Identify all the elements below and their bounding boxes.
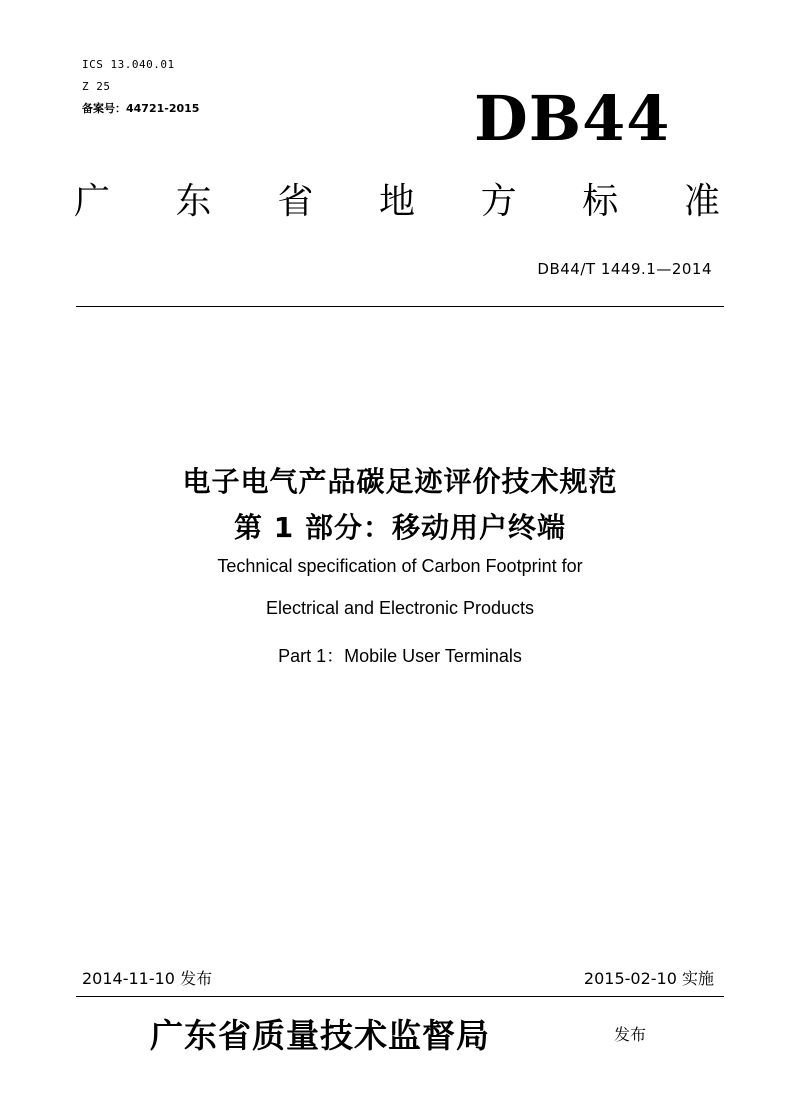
title-zh-line2: 第 1 部分：移动用户终端 [234, 511, 566, 544]
standard-type-char: 地 [378, 181, 415, 222]
issue-date: 2014-11-10 发布 [82, 969, 213, 988]
standard-type [74, 181, 720, 222]
standard-type-char: 方 [480, 181, 517, 222]
title-zh-line1: 电子电气产品碳足迹评价技术规范 [182, 465, 618, 498]
record-number: 备案号：44721-2015 [82, 102, 200, 115]
title-en-line1: Technical specification of Carbon Footprint for [217, 556, 583, 576]
standard-type-char: 准 [683, 181, 720, 222]
publish-label: 发布 [614, 1025, 647, 1044]
standard-number: DB44/T 1449.1—2014 [537, 260, 712, 278]
publisher-name: 广东省质量技术监督局 [150, 1016, 490, 1055]
standard-type-char: 标 [582, 181, 619, 222]
ics-code: ICS 13.040.01 [82, 58, 175, 71]
top-divider [76, 306, 724, 307]
standard-type-char: 省 [277, 181, 314, 222]
bottom-divider [76, 996, 724, 997]
standard-type-char: 广 [74, 181, 111, 222]
classification-code: Z 25 [82, 80, 111, 93]
standard-type-char: 东 [175, 181, 212, 222]
title-en-line2: Electrical and Electronic Products [265, 598, 535, 618]
implementation-date: 2015-02-10 实施 [583, 969, 714, 988]
standard-code-logo: DB44 [474, 82, 671, 155]
title-en-line3: Part 1：Mobile User Terminals [278, 646, 522, 666]
